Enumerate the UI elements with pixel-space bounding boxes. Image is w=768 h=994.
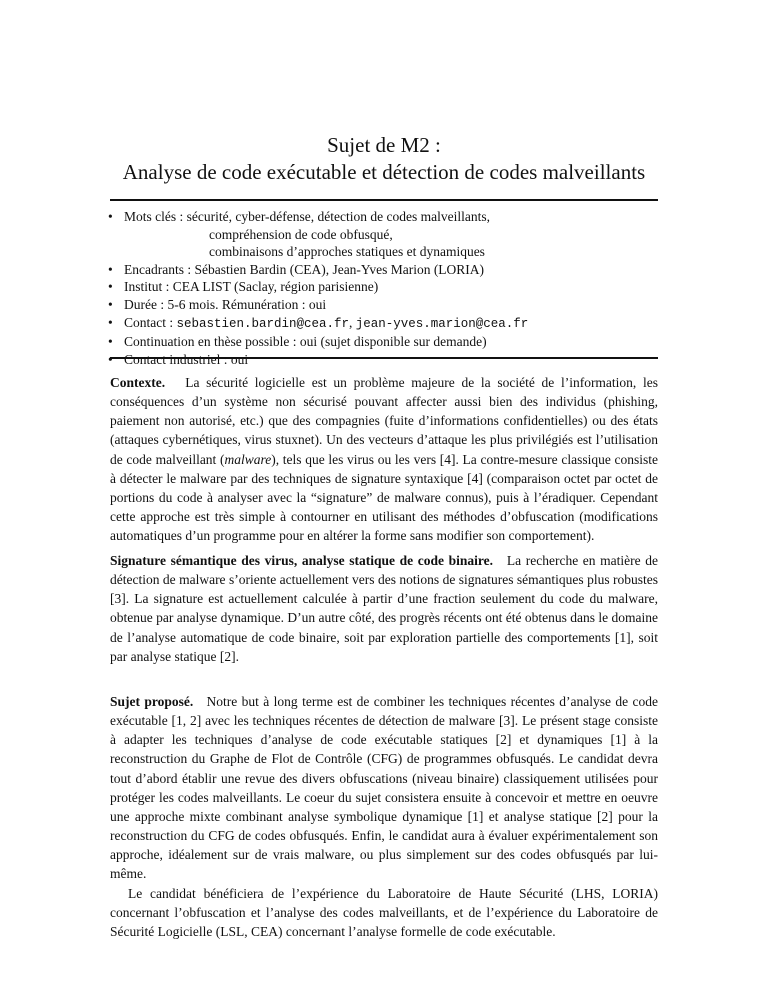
info-item-industriel [108,351,648,369]
contact-email-marion[interactable]: jean-yves.marion@cea.fr [355,316,529,331]
contact-email-bardin[interactable]: sebastien.bardin@cea.fr [176,316,350,331]
contexte-paragraph [110,373,658,545]
sujet-text: Notre but à long terme est de combiner les techniques récentes d’analyse de code exécutable [1, 2] avec les techniques récentes de détection de malware [3]. Le présent stage consiste à adapter les techniques d’analyse de code exécutable statiques [2] et dynamiques [1] à la reconstruction du Graphe de Flot de Contrôle (CFG) de programmes obfusqués. Le candidat devra tout d’abord établir une revue des divers obfuscations (niveau binaire) classiquement utilisées pour protéger les codes malveillants. Le coeur du sujet consistera ensuite à concevoir et mettre en oeuvre une approche mixte combinant analyse symbolique dynamique [1] et analyse statique [2] pour la reconstruction du CFG de codes obfusqués. Enfin, le candidat aura à évaluer expérimentalement son approche, idéalement sur de vrais malware, ou plus simplement sur des codes obfusqués par lui-même. [110,694,659,882]
info-item-keywords [108,208,648,261]
keywords-line-2: compréhension de code obfusqué, [209,226,393,242]
sujet-paragraph [110,692,658,884]
info-list [108,208,648,368]
bullet-icon: • [108,296,113,312]
signature-heading: Signature sémantique des virus, analyse statique de code binaire. [110,553,493,568]
document-title [0,132,768,186]
bullet-icon: • [108,279,113,295]
info-item-encadrants [108,261,648,279]
contexte-text-a: La sécurité logicielle est un problème majeure de la société de l’information, les conséquences d’un système non sécurisé pouvant affecter aussi bien des individus (phishing, paiement non autorisé, etc.) que des compagnies (fuite d’informations confidentielles) ou des états (attaques cybernétiques, virus stuxnet). Un des vecteurs d’attaque les plus privilégiés est l’utilisation de code malveillant ( [110,375,658,467]
info-item-contact [108,314,648,334]
info-item-duree [108,296,648,314]
section-sujet [110,692,658,941]
info-item-institut [108,278,648,296]
contexte-text-italic: malware [224,451,272,467]
info-item-continuation [108,333,648,351]
title-line-1: Sujet de M2 : [327,133,441,157]
title-line-2: Analyse de code exécutable et détection de codes malveillants [122,160,646,184]
industriel-text: Contact industriel : oui [124,351,249,367]
keywords-line-1: sécurité, cyber-défense, détection de codes malveillants, [186,209,490,224]
bullet-icon: • [108,314,113,330]
institut-text: Institut : CEA LIST (Saclay, région parisienne) [124,279,379,295]
contexte-heading: Contexte. [110,375,166,390]
contexte-text-b: ), tels que les virus ou les vers [4]. La contre-mesure classique consiste à détecter le malware par des techniques de signature syntaxique [4] (comparaison octet par octet de portions du code à analyser avec la “signature” de malware connus), puis à l’éradiquer. Cependant cette approche est très simple à contourner en utilisant des méthodes d’obfuscation (modifications automatiques d’un programme pour en altérer la forme sans modifier son comportement). [110,451,658,544]
top-rule [110,199,658,201]
bullet-icon: • [108,261,113,277]
bullet-icon: • [108,351,113,367]
keywords-line-3: combinaisons d’approches statiques et dynamiques [209,244,485,260]
contact-separator: , [349,314,356,330]
bullet-icon: • [108,209,113,224]
contact-label: Contact : [124,314,177,330]
continuation-text: Continuation en thèse possible : oui (sujet disponible sur demande) [124,334,487,350]
keywords-label: Mots clés : [124,209,184,224]
section-contexte [110,373,658,545]
signature-text: La recherche en matière de détection de malware s’oriente actuellement vers des notions de signatures sémantiques plus robustes [3]. La signature est actuellement calculée à partir d’une fraction seulement du code du malware, obtenue par analyse dynamique. D’un autre côté, des progrès récents ont été obtenus dans le domaine de l’analyse automatique de code binaire, soit par exploration partielle des comportements [1], soit par analyse statique [2]. [110,553,659,664]
sujet-paragraph-2: Le candidat bénéficiera de l’expérience du Laboratoire de Haute Sécurité (LHS, LORIA) concernant l’obfuscation et l’analyse des codes malveillants, et de l’expérience du Laboratoire de Sécurité Logicielle (LSL, CEA) concernant l’analyse formelle de code exécutable. [110,885,658,939]
encadrants-text: Encadrants : Sébastien Bardin (CEA), Jean-Yves Marion (LORIA) [124,261,485,277]
sujet-heading: Sujet proposé. [110,694,194,709]
bullet-icon: • [108,334,113,350]
section-signature [110,551,658,666]
signature-paragraph [110,551,658,666]
bottom-rule [110,357,658,359]
duree-text: Durée : 5-6 mois. Rémunération : oui [124,296,327,312]
